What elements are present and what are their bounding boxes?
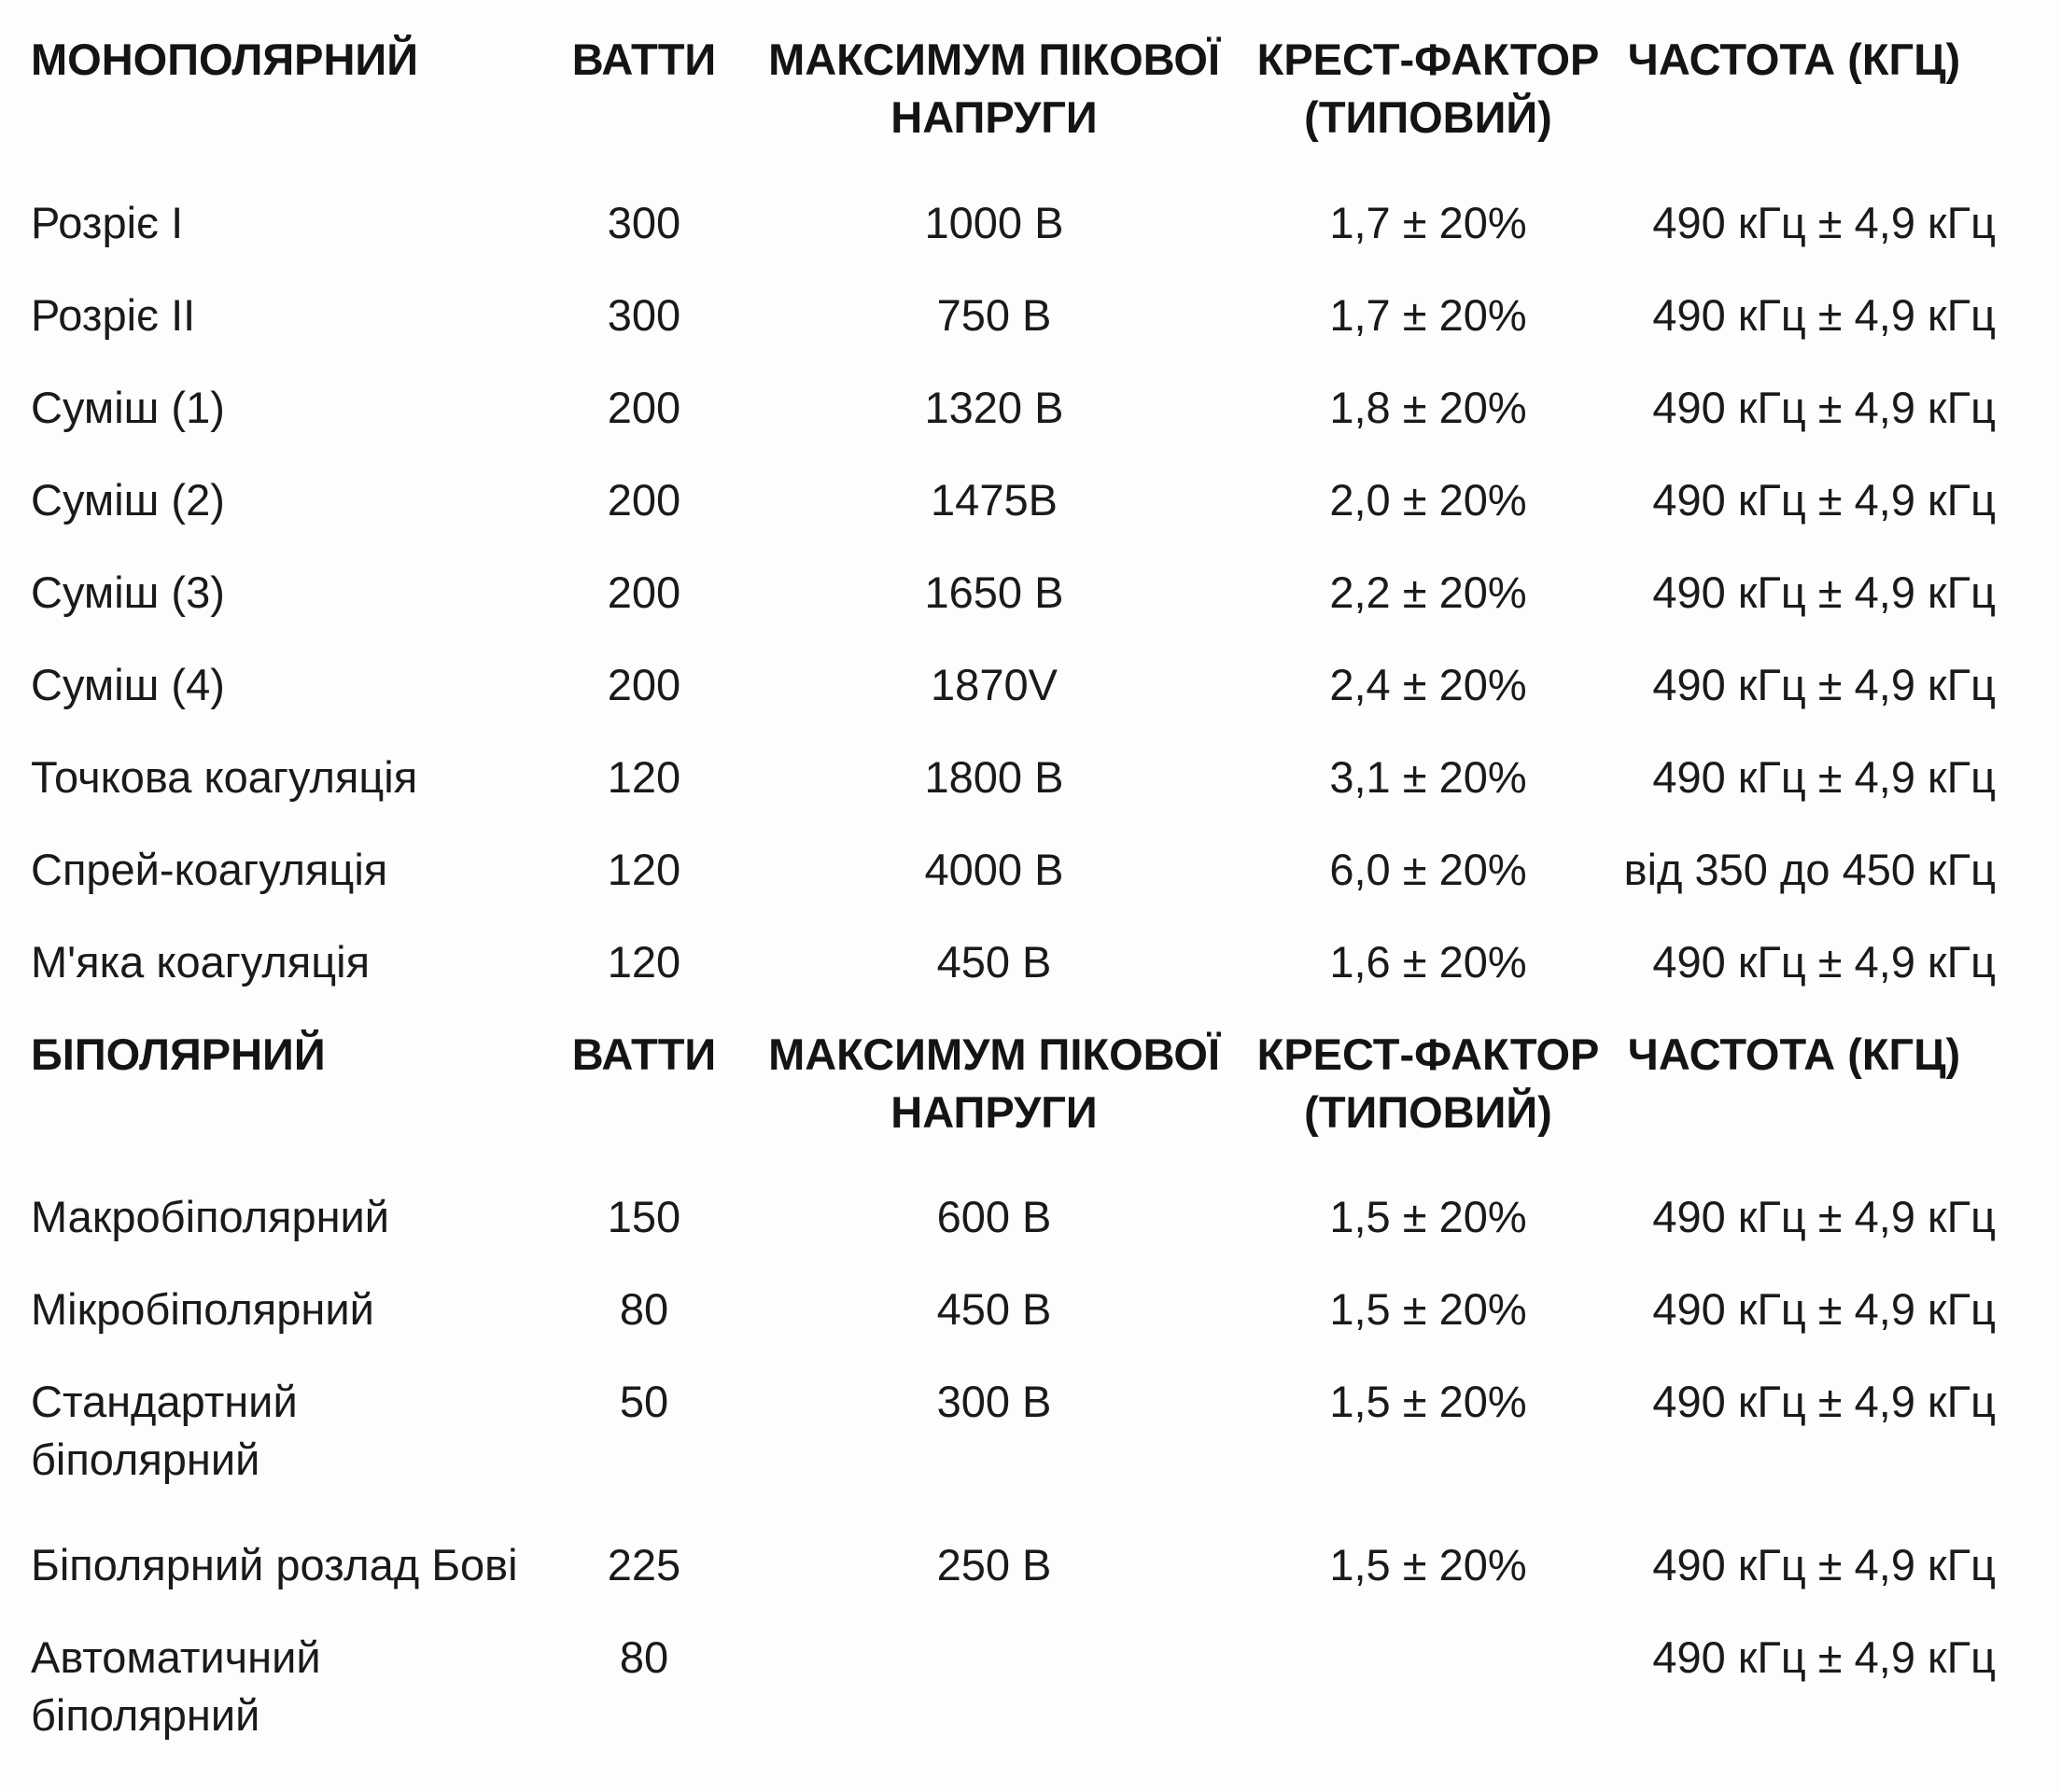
voltage-value: 600 В <box>936 1192 1052 1241</box>
crest-value: 1,7 ± 20% <box>1329 290 1527 340</box>
mode-name: Розріє I <box>31 198 184 247</box>
mode-name: М'яка коагуляція <box>31 937 371 987</box>
watts-value: 80 <box>619 1632 669 1682</box>
mode-name: Автоматичний біполярний <box>31 1632 321 1740</box>
max-peak-voltage-header: МАКСИМУМ ПІКОВОЇ НАПРУГИ <box>768 1029 1220 1137</box>
frequency-value: 490 кГц ± 4,9 кГц <box>1652 475 1996 525</box>
watts-value: 225 <box>607 1540 681 1589</box>
mode-name: Мікробіполярний <box>31 1284 374 1334</box>
frequency-value: 490 кГц ± 4,9 кГц <box>1652 660 1996 709</box>
crest-value: 1,5 ± 20% <box>1329 1192 1527 1241</box>
frequency-value: 490 кГц ± 4,9 кГц <box>1652 198 1996 247</box>
bipolar-section-title: БІПОЛЯРНИЙ <box>31 1029 326 1079</box>
voltage-value: 1800 В <box>924 752 1064 802</box>
voltage-value: 1000 В <box>924 198 1064 247</box>
mode-name: Макробіполярний <box>31 1192 390 1241</box>
voltage-value: 1475В <box>931 475 1058 525</box>
crest-value: 2,4 ± 20% <box>1329 660 1527 709</box>
crest-value: 1,5 ± 20% <box>1329 1284 1527 1334</box>
frequency-header: ЧАСТОТА (КГЦ) <box>1627 35 1961 84</box>
mode-name: Біполярний розлад Бові <box>31 1540 518 1589</box>
frequency-header: ЧАСТОТА (КГЦ) <box>1627 1029 1961 1079</box>
mode-name: Спрей-коагуляція <box>31 845 388 894</box>
watts-value: 50 <box>619 1377 669 1426</box>
watts-value: 200 <box>607 383 681 432</box>
watts-value: 120 <box>607 752 681 802</box>
frequency-value: 490 кГц ± 4,9 кГц <box>1652 1377 1996 1426</box>
max-peak-voltage-header: МАКСИМУМ ПІКОВОЇ НАПРУГИ <box>768 35 1220 142</box>
frequency-value: 490 кГц ± 4,9 кГц <box>1652 1192 1996 1241</box>
mode-name: Суміш (4) <box>31 660 225 709</box>
crest-value: 1,5 ± 20% <box>1329 1377 1527 1426</box>
crest-value: 2,0 ± 20% <box>1329 475 1527 525</box>
watts-value: 300 <box>607 198 681 247</box>
voltage-value: 450 В <box>936 937 1052 987</box>
watts-value: 150 <box>607 1192 681 1241</box>
crest-factor-header: КРЕСТ-ФАКТОР (ТИПОВИЙ) <box>1256 35 1600 142</box>
frequency-value: від 350 до 450 кГц <box>1623 845 1996 894</box>
voltage-value: 300 В <box>936 1377 1052 1426</box>
frequency-value: 490 кГц ± 4,9 кГц <box>1652 1540 1996 1589</box>
frequency-value: 490 кГц ± 4,9 кГц <box>1652 1632 1996 1682</box>
voltage-value: 250 В <box>936 1540 1052 1589</box>
watts-header: ВАТТИ <box>571 35 717 84</box>
watts-value: 80 <box>619 1284 669 1334</box>
frequency-value: 490 кГц ± 4,9 кГц <box>1652 1284 1996 1334</box>
frequency-value: 490 кГц ± 4,9 кГц <box>1652 383 1996 432</box>
crest-value: 3,1 ± 20% <box>1329 752 1527 802</box>
mode-name: Розріє II <box>31 290 196 340</box>
crest-value: 1,6 ± 20% <box>1329 937 1527 987</box>
voltage-value: 1870V <box>931 660 1058 709</box>
voltage-value: 450 В <box>936 1284 1052 1334</box>
mode-name: Суміш (3) <box>31 567 225 617</box>
frequency-value: 490 кГц ± 4,9 кГц <box>1652 290 1996 340</box>
frequency-value: 490 кГц ± 4,9 кГц <box>1652 752 1996 802</box>
mode-name: Суміш (1) <box>31 383 225 432</box>
crest-value: 6,0 ± 20% <box>1329 845 1527 894</box>
crest-value: 2,2 ± 20% <box>1329 567 1527 617</box>
watts-value: 120 <box>607 845 681 894</box>
mode-name: Точкова коагуляція <box>31 752 418 802</box>
crest-value: 1,5 ± 20% <box>1329 1540 1527 1589</box>
crest-factor-header: КРЕСТ-ФАКТОР (ТИПОВИЙ) <box>1256 1029 1600 1137</box>
voltage-value: 4000 В <box>924 845 1064 894</box>
mode-name: Стандартний біполярний <box>31 1377 298 1484</box>
voltage-value: 1650 В <box>924 567 1064 617</box>
watts-value: 200 <box>607 475 681 525</box>
watts-value: 200 <box>607 567 681 617</box>
mode-name: Суміш (2) <box>31 475 225 525</box>
voltage-value: 750 В <box>936 290 1052 340</box>
watts-value: 200 <box>607 660 681 709</box>
watts-header: ВАТТИ <box>571 1029 717 1079</box>
frequency-value: 490 кГц ± 4,9 кГц <box>1652 937 1996 987</box>
voltage-value: 1320 В <box>924 383 1064 432</box>
monopolar-section-title: МОНОПОЛЯРНИЙ <box>31 35 418 84</box>
crest-value: 1,7 ± 20% <box>1329 198 1527 247</box>
watts-value: 120 <box>607 937 681 987</box>
watts-value: 300 <box>607 290 681 340</box>
frequency-value: 490 кГц ± 4,9 кГц <box>1652 567 1996 617</box>
crest-value: 1,8 ± 20% <box>1329 383 1527 432</box>
